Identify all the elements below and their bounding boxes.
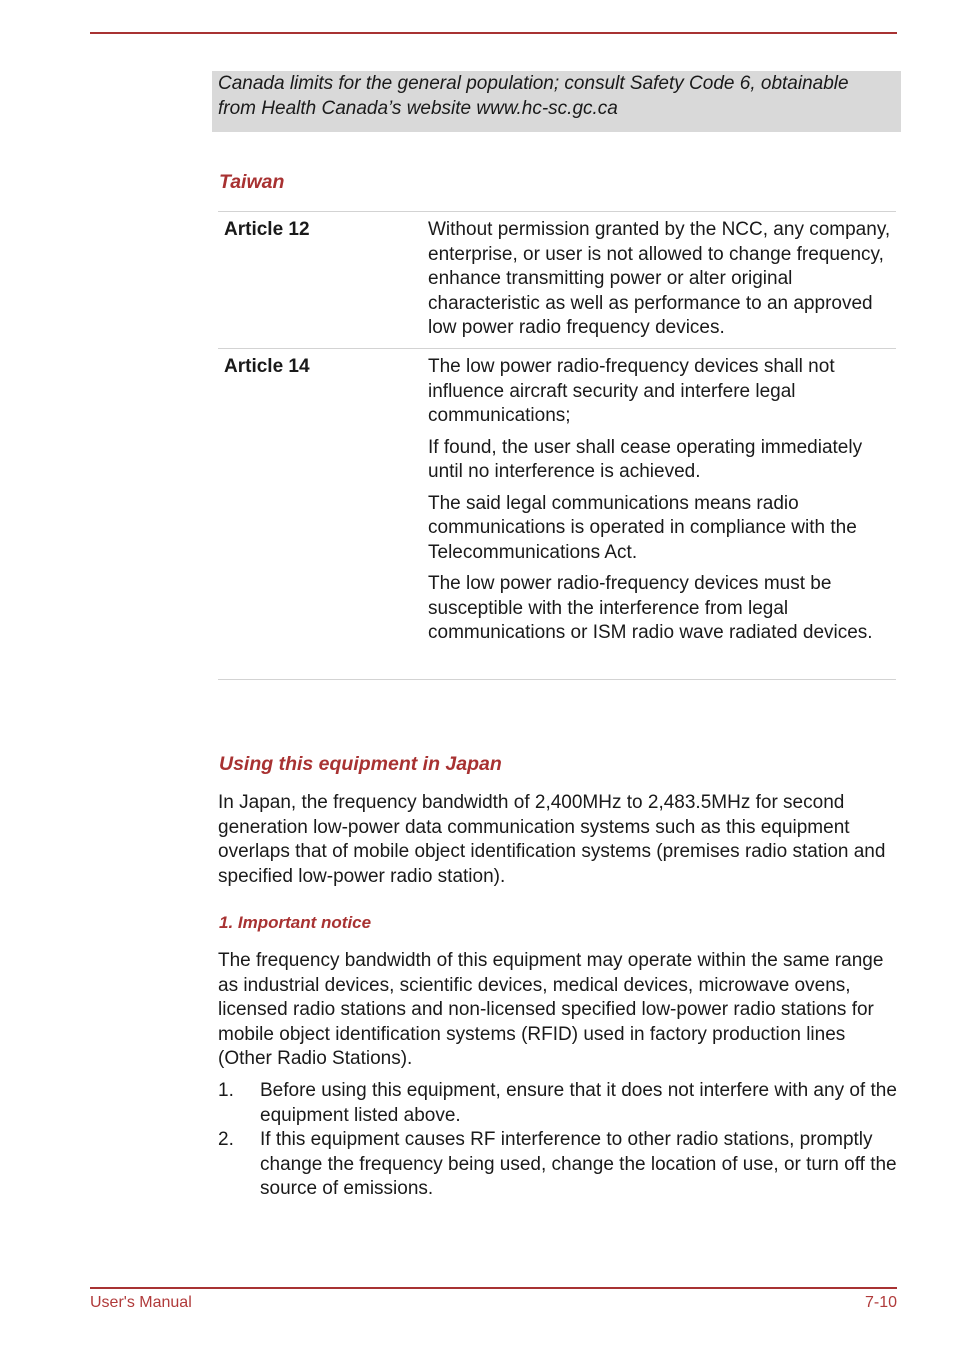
precautions-list: [218, 1079, 900, 1202]
header-rule: [90, 32, 897, 34]
row-label: Article 14: [224, 356, 310, 377]
table-row: [218, 212, 896, 349]
row-content: [422, 349, 896, 679]
footer-manual-title: User's Manual: [90, 1294, 192, 1311]
row-paragraph: The said legal communications means radio communications is operated in compliance with the Telecommunications Act.: [428, 492, 857, 563]
japan-intro-paragraph: In Japan, the frequency bandwidth of 2,400MHz to 2,483.5MHz for second generation low-power data communication systems such as this equipment overlaps that of mobile object identification systems (premises radio station and specified low-power radio station).: [218, 792, 886, 887]
list-item: [218, 1128, 900, 1202]
list-text: If this equipment causes RF interference to other radio stations, promptly change the frequency being used, change the location of use, or turn off the source of emissions.: [260, 1129, 897, 1199]
row-paragraph: The low power radio-frequency devices shall not influence aircraft security and interfere legal communications;: [428, 356, 835, 426]
note-line-2: from Health Canada’s website www.hc-sc.gc.ca: [218, 98, 618, 119]
notice-paragraph: The frequency bandwidth of this equipment may operate within the same range as industrial devices, scientific devices, medical devices, microwave ovens, licensed radio stations and non-licensed specified low-power radio stations for mobile object identification systems (RFID) used in factory production lines (Other Radio Stations).: [218, 950, 884, 1069]
taiwan-heading: Taiwan: [219, 171, 285, 193]
taiwan-table: [218, 211, 896, 680]
list-number: 2.: [218, 1129, 234, 1150]
note-line-1: Canada limits for the general population; consult Safety Code 6, obtainable: [218, 73, 849, 94]
footer-rule: [90, 1287, 897, 1289]
canada-note-box: [212, 71, 901, 132]
footer-page-number: 7-10: [864, 1294, 897, 1311]
japan-heading: Using this equipment in Japan: [219, 753, 502, 775]
row-label: Article 12: [224, 219, 310, 240]
table-row: [218, 349, 896, 680]
row-paragraph: Without permission granted by the NCC, any company, enterprise, or user is not allowed to change frequency, enhance transmitting power or alter original characteristic as well as performance to an approved low power radio frequency devices.: [428, 219, 891, 338]
row-paragraph: If found, the user shall cease operating immediately until no interference is achieved.: [428, 436, 863, 482]
row-paragraph: The low power radio-frequency devices must be susceptible with the interference from legal communications or ISM radio wave radiated devices.: [428, 573, 873, 643]
important-notice-heading: 1. Important notice: [219, 913, 372, 932]
row-content: [422, 212, 896, 348]
list-text: Before using this equipment, ensure that it does not interfere with any of the equipment listed above.: [260, 1080, 897, 1126]
list-number: 1.: [218, 1080, 234, 1101]
list-item: [218, 1079, 900, 1128]
